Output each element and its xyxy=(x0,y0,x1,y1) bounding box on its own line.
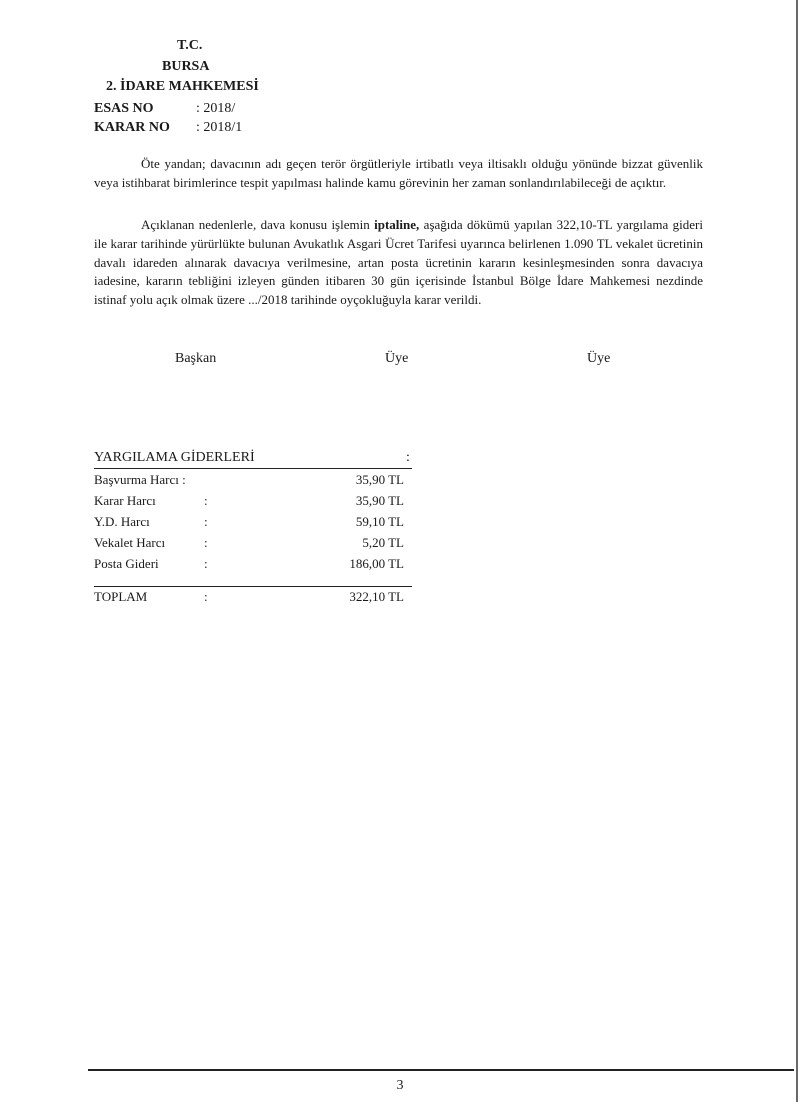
karar-no-value: : 2018/1 xyxy=(196,120,243,135)
cost-amount: 35,90 TL xyxy=(355,493,404,508)
costs-table xyxy=(94,450,412,607)
costs-title-colon: : xyxy=(406,450,410,465)
table-row-total xyxy=(94,587,412,607)
page-edge-border xyxy=(796,0,798,1102)
total-label: TOPLAM xyxy=(94,589,148,604)
paragraph-2-rest: aşağıda dökümü yapılan 322,10-TL yargılama gideri ile karar tarihinde yürürlükte bulunan Avukatlık Asgari Ücret Tarifesi uyarınca belirlenen 1.090 TL vekalet ücretinin davalı idareden alınarak davacıya verilmesine, artan posta ücretinin kararın kesinleşmesinden sonra davacıya iadesine, kararın tebliğini izleyen günden itibaren 30 gün içerisinde İstanbul Bölge İdare Mahkemesi nezdinde istinaf yolu açık olmak üzere .../2018 tarihinde oyçokluğuyla karar verildi. xyxy=(94,217,703,308)
cost-name: Y.D. Harcı xyxy=(94,514,150,529)
cost-separator: : xyxy=(204,514,208,529)
table-row xyxy=(94,532,412,553)
cost-amount: 186,00 TL xyxy=(349,556,404,571)
cost-amount: 35,90 TL xyxy=(355,472,404,487)
header-republic: T.C. xyxy=(177,38,203,53)
esas-no-value: : 2018/ xyxy=(196,101,236,116)
signature-member-2: Üye xyxy=(587,351,611,366)
page-number: 3 xyxy=(396,1078,404,1093)
paragraph-2 xyxy=(94,216,703,310)
costs-title-line xyxy=(94,450,412,468)
signature-member-1: Üye xyxy=(385,351,409,366)
esas-no-label: ESAS NO xyxy=(94,101,154,116)
table-row xyxy=(94,553,412,574)
cost-amount: 59,10 TL xyxy=(355,514,404,529)
signature-president: Başkan xyxy=(175,351,217,366)
cost-amount: 5,20 TL xyxy=(362,535,404,550)
table-row xyxy=(94,511,412,532)
cost-separator: : xyxy=(204,535,208,550)
paragraph-2-intro: Açıklanan nedenlerle, dava konusu işlemin xyxy=(141,217,375,232)
footer-rule xyxy=(88,1069,794,1071)
cost-separator: : xyxy=(204,556,208,571)
header-court-name: 2. İDARE MAHKEMESİ xyxy=(106,79,259,94)
table-row xyxy=(94,490,412,511)
header-city: BURSA xyxy=(162,59,210,74)
cost-separator: : xyxy=(204,493,208,508)
karar-no-line xyxy=(94,120,242,136)
esas-no-line xyxy=(94,101,235,117)
table-row xyxy=(94,469,412,490)
cost-name: Karar Harcı xyxy=(94,493,156,508)
costs-title: YARGILAMA GİDERLERİ xyxy=(94,450,255,465)
cost-name: Başvurma Harcı : xyxy=(94,472,186,487)
karar-no-label: KARAR NO xyxy=(94,120,170,135)
cost-name: Posta Gideri xyxy=(94,556,159,571)
cost-name: Vekalet Harcı xyxy=(94,535,166,550)
paragraph-1: Öte yandan; davacının adı geçen terör örgütleriyle irtibatlı veya iltisaklı olduğu yönünde bizzat güvenlik veya istihbarat birimlerince tespit yapılması halinde kamu görevinin her zaman sonlandırılabileceği de açıktır. xyxy=(94,156,703,190)
total-amount: 322,10 TL xyxy=(349,589,404,604)
paragraph-2-bold: iptaline, xyxy=(374,217,420,232)
total-separator: : xyxy=(204,589,208,604)
